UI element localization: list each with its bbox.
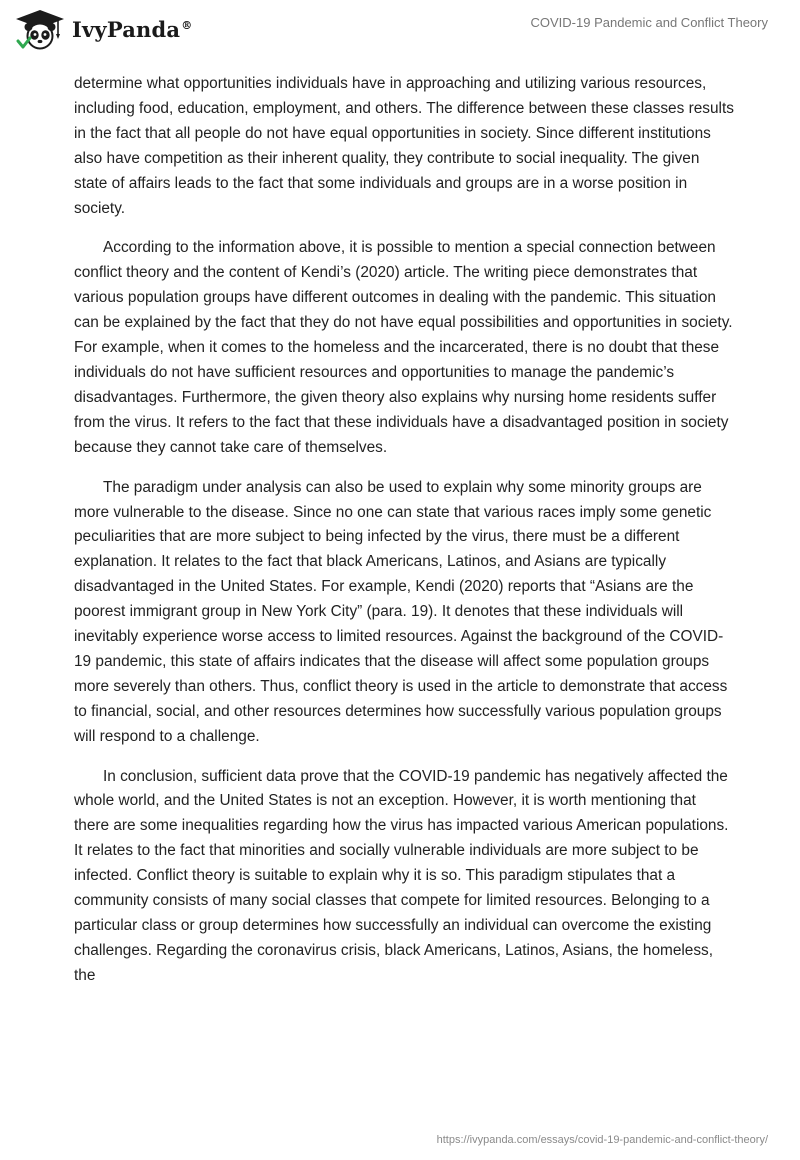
paragraph-2: According to the information above, it is possible to mention a special connection between conflict theory and the content of Kendi’s (2020) article. The writing piece demonstrates that various population groups have different outcomes in dealing with the pandemic. This situation can be explained by the fact that they do not have equal possibilities and opportunities in society. For example, when it comes to the homeless and the incarcerated, there is no doubt that these individuals do not have sufficient resources and opportunities to manage the pandemic’s disadvantages. Furthermore, the given theory also explains why nursing home residents suffer from the virus. It refers to the fact that these individuals have a disadvantaged position in society because they cannot take care of themselves. — [74, 239, 733, 456]
paragraph-1: determine what opportunities individuals have in approaching and utilizing various resources, including food, education, employment, and others. The difference between these classes results in the fact that all people do not have equal opportunities in society. Since different institutions also have competition as their inherent quality, they contribute to social inequality. The given state of affairs leads to the fact that some individuals and groups are in a worse position in society. — [74, 75, 734, 217]
paragraph-3: The paradigm under analysis can also be used to explain why some minority groups are more vulnerable to the disease. Since no one can state that various races imply some genetic peculiarities that are more subject to being infected by the virus, there must be a different explanation. It relates to the fact that black Americans, Latinos, and Asians are typically disadvantaged in the United States. For example, Kendi (2020) reports that “Asians are the poorest immigrant group in New York City” (para. 19). It denotes that these individuals will inevitably experience worse access to limited resources. Against the background of the COVID-19 pandemic, this state of affairs indicates that the disease will affect some population groups more severely than others. Thus, conflict theory is used in the article to demonstrate that access to financial, social, and other resources determines how successfully various population groups will respond to a challenge. — [74, 478, 728, 745]
essay-body — [74, 72, 734, 1004]
source-url[interactable]: https://ivypanda.com/essays/covid-19-pandemic-and-conflict-theory/ — [436, 1134, 768, 1146]
registered-mark: ® — [181, 18, 193, 32]
page-header — [0, 0, 800, 60]
brand-name: IvyPanda® — [72, 16, 193, 42]
brand-logo[interactable] — [14, 8, 192, 50]
panda-graduate-icon — [14, 8, 66, 50]
document-title: COVID-19 Pandemic and Conflict Theory — [530, 15, 768, 30]
paragraph-4: In conclusion, sufficient data prove that the COVID-19 pandemic has negatively affected the whole world, and the United States is not an exception. However, it is worth mentioning that there are some inequalities regarding how the virus has impacted various American populations. It relates to the fact that minorities and socially vulnerable individuals are more subject to be infected. Conflict theory is suitable to explain why it is so. This paradigm stipulates that a community consists of many social classes that compete for limited resources. Belonging to a particular class or group determines how successfully an individual can overcome the existing challenges. Regarding the coronavirus crisis, black Americans, Latinos, Asians, the homeless, the — [74, 767, 729, 984]
